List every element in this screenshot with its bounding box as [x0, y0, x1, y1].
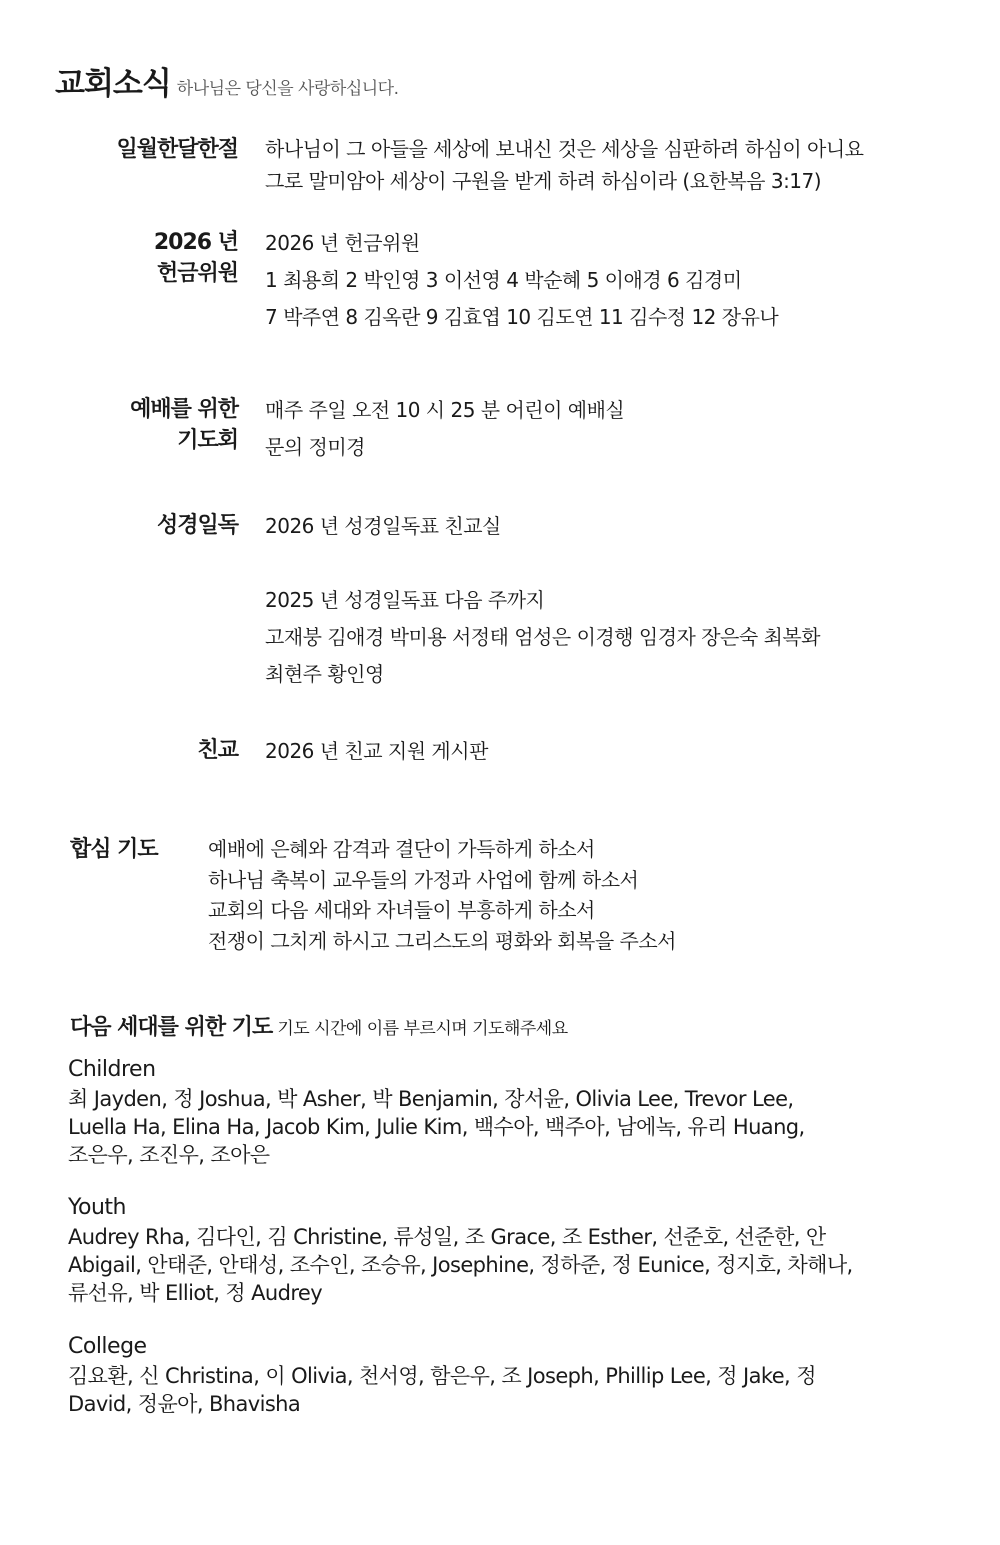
verse-line: 하나님이 그 아들을 세상에 보내신 것은 세상을 심판하려 하심이 아니요	[265, 137, 864, 161]
next-generation-subtitle: 기도 시간에 이름 부르시며 기도해주세요	[277, 1019, 568, 1039]
unity-prayer-body	[208, 834, 676, 956]
bible-reading-line: 최현주 황인영	[265, 662, 384, 686]
group-names	[68, 1223, 948, 1307]
unity-prayer-line: 하나님 축복이 교우들의 가정과 사업에 함께 하소서	[208, 867, 639, 892]
bible-reading-label: 성경일독	[156, 513, 238, 538]
fellowship-body	[265, 733, 965, 770]
verse-line: 그로 말미암아 세상이 구원을 받게 하려 하심이라 (요한복음 3:17)	[265, 169, 822, 193]
verse-body	[265, 133, 965, 197]
names-line: 조은우, 조진우, 조아은	[68, 1143, 270, 1167]
offering-label-line: 헌금위원	[156, 261, 238, 286]
college-group	[68, 1332, 948, 1418]
unity-prayer-line: 전쟁이 그치게 하시고 그리스도의 평화와 회복을 주소서	[208, 928, 677, 953]
verse-label: 일월한달한절	[116, 137, 238, 162]
group-title: Children	[68, 1057, 156, 1082]
bible-reading-line: 고재붕 김애경 박미용 서정태 엄성은 이경행 임경자 장은숙 최복화	[265, 625, 820, 649]
group-names	[68, 1085, 948, 1169]
unity-prayer-line: 예배에 은혜와 감격과 결단이 가득하게 하소서	[208, 837, 595, 861]
fellowship-label: 친교	[197, 738, 238, 763]
children-group	[68, 1055, 948, 1169]
unity-prayer-line: 교회의 다음 세대와 자녀들이 부흥하게 하소서	[208, 898, 595, 922]
names-line: Audrey Rha, 김다인, 김 Christine, 류성일, 조 Grace, 조 Esther, 선준호, 선준한, 안	[68, 1225, 826, 1249]
bible-reading-line: 2025 년 성경일독표 다음 주까지	[265, 588, 545, 612]
prayer-meeting-line: 문의 정미경	[265, 435, 365, 459]
offering-body	[265, 225, 965, 336]
offering-line: 7 박주연 8 김옥란 9 김효엽 10 김도연 11 김수정 12 장유나	[265, 305, 779, 329]
prayer-meeting-body	[265, 392, 965, 466]
names-line: 류선유, 박 Elliot, 정 Audrey	[68, 1281, 323, 1305]
group-names	[68, 1362, 948, 1418]
group-title: College	[68, 1334, 147, 1359]
names-line: David, 정윤아, Bhavisha	[68, 1392, 301, 1416]
page-header	[55, 58, 399, 103]
fellowship-line: 2026 년 친교 지원 게시판	[265, 739, 488, 763]
names-line: 김요환, 신 Christina, 이 Olivia, 천서영, 함은우, 조 Joseph, Phillip Lee, 정 Jake, 정	[68, 1364, 816, 1388]
names-line: 최 Jayden, 정 Joshua, 박 Asher, 박 Benjamin, 장서윤, Olivia Lee, Trevor Lee,	[68, 1087, 794, 1111]
unity-prayer-label: 합심 기도	[70, 837, 158, 862]
group-title: Youth	[68, 1195, 126, 1220]
offering-line: 2026 년 헌금위원	[265, 231, 420, 255]
next-generation-header	[70, 1010, 568, 1041]
page-title: 교회소식	[55, 66, 171, 102]
names-line: Abigail, 안태준, 안태성, 조수인, 조승유, Josephine, 정하준, 정 Eunice, 정지호, 차해나,	[68, 1253, 853, 1277]
prayer-meeting-label-line: 기도회	[177, 428, 238, 453]
prayer-meeting-line: 매주 주일 오전 10 시 25 분 어린이 예배실	[265, 398, 625, 422]
prayer-meeting-label	[38, 394, 238, 456]
offering-label-line: 2026 년	[153, 230, 238, 255]
page-subtitle: 하나님은 당신을 사랑하십니다.	[176, 79, 399, 99]
bible-reading-body	[265, 508, 965, 693]
youth-group	[68, 1193, 948, 1307]
bible-reading-line: 2026 년 성경일독표 친교실	[265, 514, 501, 538]
offering-label	[38, 227, 238, 289]
prayer-meeting-label-line: 예배를 위한	[130, 397, 238, 422]
offering-line: 1 최용희 2 박인영 3 이선영 4 박순혜 5 이애경 6 김경미	[265, 268, 742, 292]
names-line: Luella Ha, Elina Ha, Jacob Kim, Julie Kim, 백수아, 백주아, 남에녹, 유리 Huang,	[68, 1115, 805, 1139]
next-generation-title: 다음 세대를 위한 기도	[70, 1015, 273, 1040]
